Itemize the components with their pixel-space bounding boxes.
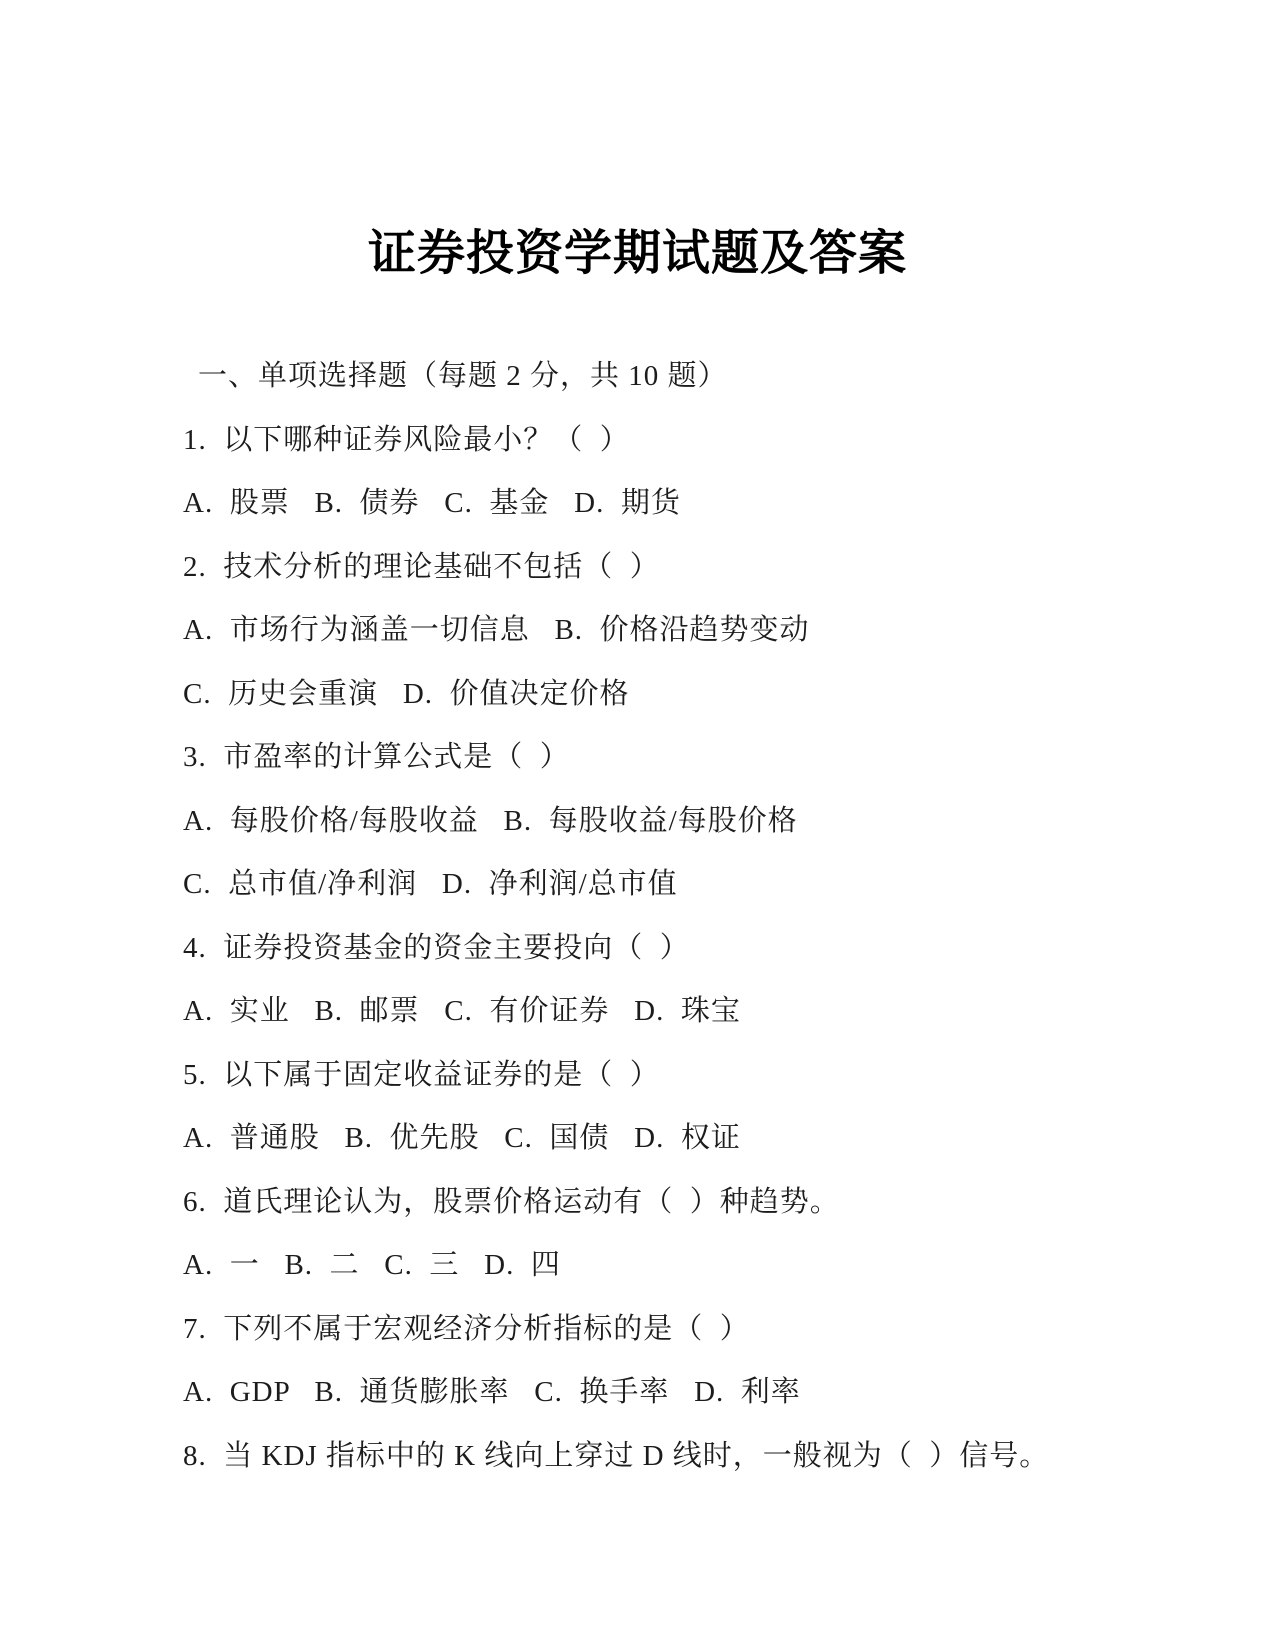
option-line: A. GDP B. 通货膨胀率 C. 换手率 D. 利率	[183, 1376, 801, 1408]
option-line: A. 一 B. 二 C. 三 D. 四	[183, 1249, 561, 1281]
option-line: C. 历史会重演 D. 价值决定价格	[183, 677, 630, 710]
question-stem: 5. 以下属于固定收益证券的是（ ）	[183, 1058, 660, 1091]
question-stem: 8. 当 KDJ 指标中的 K 线向上穿过 D 线时，一般视为（ ）信号。	[183, 1439, 1050, 1472]
document-body	[183, 345, 1223, 1488]
question-stem: 7. 下列不属于宏观经济分析指标的是（ ）	[183, 1312, 750, 1345]
option-line: A. 实业 B. 邮票 C. 有价证券 D. 珠宝	[183, 995, 741, 1027]
document-title: 证券投资学期试题及答案	[367, 227, 907, 280]
section-heading: 一、单项选择题（每题 2 分，共 10 题）	[198, 360, 728, 392]
option-line: A. 普通股 B. 优先股 C. 国债 D. 权证	[183, 1122, 741, 1154]
option-line: C. 总市值/净利润 D. 净利润/总市值	[183, 868, 678, 900]
question-stem: 1. 以下哪种证券风险最小？（ ）	[183, 423, 630, 456]
option-line: A. 股票 B. 债券 C. 基金 D. 期货	[183, 487, 681, 519]
question-stem: 2. 技术分析的理论基础不包括（ ）	[183, 550, 660, 583]
question-stem: 3. 市盈率的计算公式是（ ）	[183, 741, 570, 773]
question-stem: 6. 道氏理论认为，股票价格运动有（ ）种趋势。	[183, 1185, 840, 1218]
option-line: A. 每股价格/每股收益 B. 每股收益/每股价格	[183, 804, 798, 837]
option-line: A. 市场行为涵盖一切信息 B. 价格沿趋势变动	[183, 614, 810, 646]
question-stem: 4. 证券投资基金的资金主要投向（ ）	[183, 931, 690, 964]
